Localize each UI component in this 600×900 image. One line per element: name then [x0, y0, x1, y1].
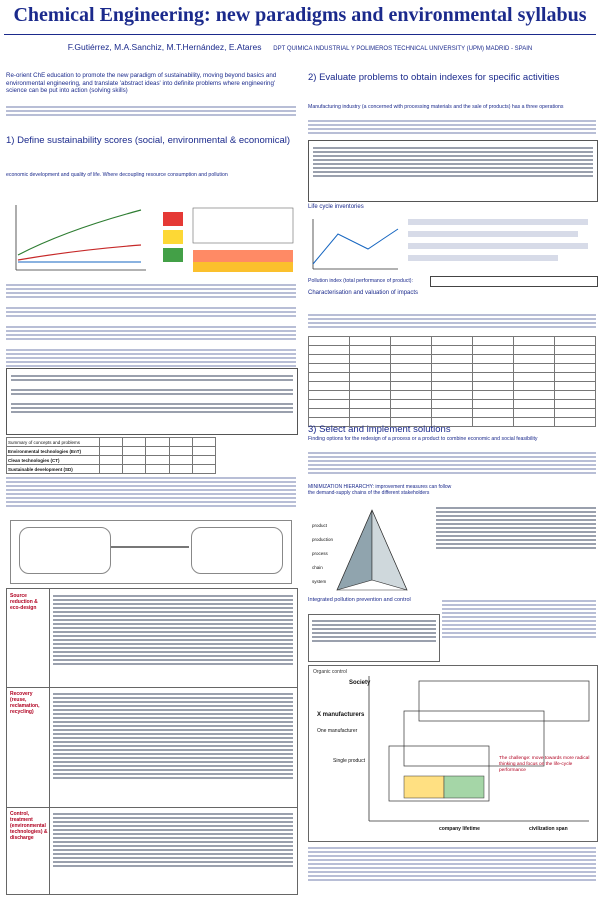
life-cycle-label: Life cycle inventories [308, 204, 364, 210]
pyramid-notes [436, 505, 596, 585]
assessment-framework-diagram [308, 140, 598, 202]
side-head-recovery: Recovery (reuse, reclamation, recycling) [10, 691, 40, 715]
poster-title: Chemical Engineering: new paradigms and environmental syllabus [13, 4, 587, 26]
section-3-body [308, 450, 596, 476]
decoupling-chart-svg [6, 200, 151, 275]
header-divider [4, 34, 596, 35]
side-head-source: Source reduction & eco-design [10, 593, 38, 611]
closing-notes [308, 845, 596, 883]
section-1-sub: economic development and quality of life. Where decoupling resource consumption and pollution [6, 172, 228, 178]
impact-table [308, 336, 596, 427]
life-cycle-equations [308, 214, 596, 274]
characterisation-body [308, 312, 596, 330]
pyramid-tag: process [312, 551, 328, 556]
source-reduction-text [53, 593, 293, 667]
key-concepts-box [6, 368, 298, 435]
minimization-label: MINIMIZATION HIERARCHY: improvement measures can follow the demand-supply chains of the different stakeholders [308, 484, 452, 496]
section-2-sub: Manufacturing industry (a concerned with processing materials and the sale of products) has a three operations [308, 104, 564, 110]
society-label: Society [349, 680, 371, 686]
interrelation-chart [158, 200, 298, 278]
pyramid-diagram [312, 505, 432, 595]
organic-control-diagram [308, 665, 598, 842]
authors-line [0, 42, 600, 52]
table-row: Environmental technologies (EnT) [7, 447, 100, 456]
civilization-span-label: civilization span [529, 826, 568, 832]
control-text [53, 811, 293, 869]
section-3-sub: Finding options for the redesign of a process or a product to combine economic and social feasibility [308, 436, 538, 442]
pyramid-tag: chain [312, 565, 323, 570]
system-connector [111, 546, 189, 548]
systems-diagram [10, 520, 292, 584]
technical-system-ellipse [191, 527, 283, 574]
pyramid-tag: production [312, 537, 334, 542]
decoupling-chart [6, 200, 151, 275]
organic-control-svg [309, 666, 597, 841]
hierarchy-table [6, 588, 298, 895]
section-1-heading: 1) Define sustainability scores (social, environmental & economical) [6, 135, 291, 146]
table-row: Clean technologies (CT) [7, 456, 100, 465]
section-2-body [308, 118, 596, 136]
one-manufacturer-label: One manufacturer [317, 728, 358, 734]
integrated-label: Integrated pollution prevention and control [308, 597, 411, 603]
characterisation-label: Characterisation and valuation of impacts [308, 290, 419, 296]
section-1-body [6, 282, 296, 369]
affiliation: DPT QUIMICA INDUSTRIAL Y POLIMEROS TECHNICAL UNIVERSITY (UPM) MADRID - SPAIN [273, 46, 533, 52]
section-2-heading: 2) Evaluate problems to obtain indexes for specific activities [308, 72, 560, 83]
intro-text: Re-orient ChE education to promote the new paradigm of sustainability, moving beyond basics and environmental engineering, and translate 'abstract ideas' into definite problems where engineering' science can be put into action (solving skills) [6, 72, 277, 94]
pyramid-svg [312, 505, 432, 595]
organic-control-label: Organic control [313, 669, 347, 675]
interrelation-chart-svg [158, 200, 298, 278]
life-cycle-svg [308, 214, 596, 274]
ippc-table [308, 614, 440, 662]
summary-body [6, 475, 296, 509]
x-manufacturers-label: X manufacturers [317, 712, 365, 718]
pollution-index-label: Pollution index (total performance of product): [308, 278, 413, 284]
pollution-index-formula [430, 276, 598, 287]
social-system-ellipse [19, 527, 111, 574]
authors: F.Gutiérrez, M.A.Sanchiz, M.T.Hernández, E.Atares [67, 42, 262, 52]
table-row: Sustainable development (SD) [7, 465, 100, 474]
section-3-heading: 3) Select and implement solutions [308, 424, 451, 435]
intro-body [6, 104, 296, 118]
table-row: Summary of concepts and problems [7, 438, 100, 447]
summary-table [6, 437, 296, 474]
recovery-text [53, 691, 293, 781]
pyramid-tag: system [312, 579, 327, 584]
challenge-note: The challenge: move towards more radical thinking and focus on the life-cycle performance [499, 756, 590, 773]
company-lifetime-label: company lifetime [439, 826, 480, 832]
side-head-control: Control, treatment (environmental technologies) & discharge [10, 811, 48, 841]
single-product-label: Single product [333, 758, 365, 764]
ippc-notes [442, 598, 596, 660]
pyramid-tag: product [312, 523, 328, 528]
